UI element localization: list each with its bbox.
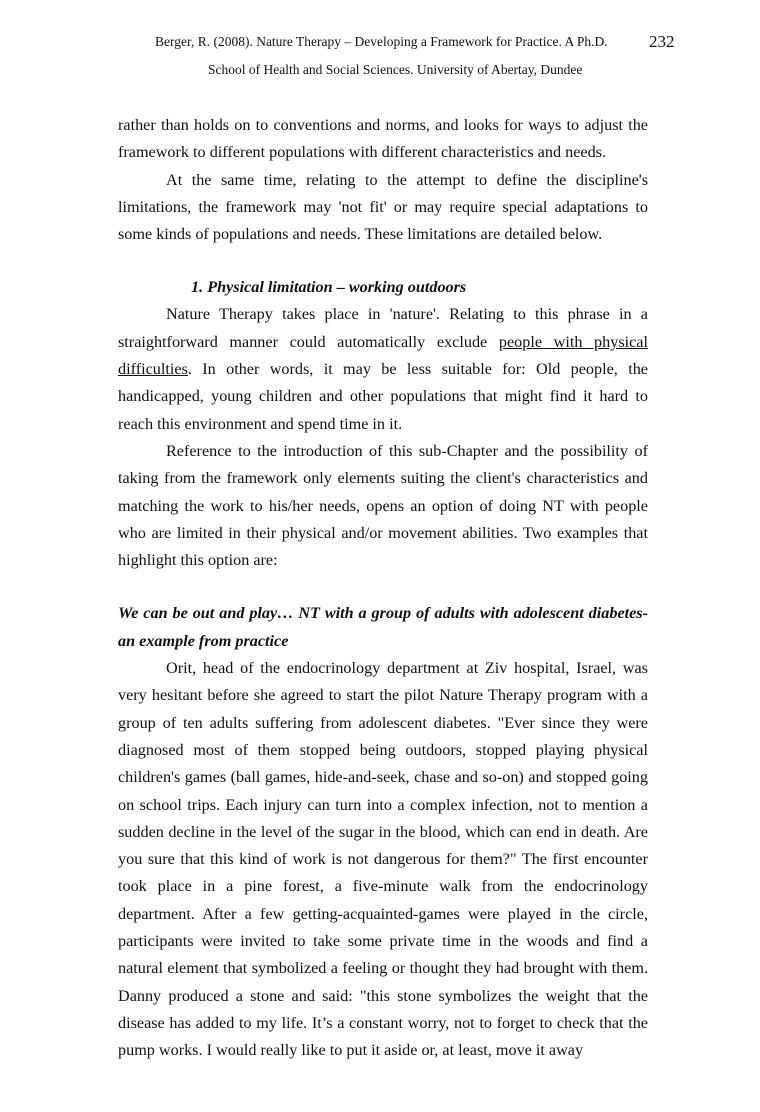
page-number: 232	[649, 32, 675, 51]
paragraph-physical-limitation	[118, 301, 648, 437]
paragraph-limitations-intro: At the same time, relating to the attempt to define the discipline's limitations, the framework may 'not fit' or may require special adaptations to some kinds of populations and needs. These limitations are detailed below.	[118, 170, 648, 244]
paragraph-continuation: rather than holds on to conventions and norms, and looks for ways to adjust the framework to different populations with different characteristics and needs.	[118, 116, 648, 162]
spacer	[118, 574, 648, 600]
document-body	[118, 112, 648, 1065]
paragraph-text: . In other words, it may be less suitable for: Old people, the handicapped, young children and other populations that might find it hard to reach this environment and spend time in it.	[118, 360, 648, 433]
spacer	[118, 248, 648, 274]
citation-line-1: Berger, R. (2008). Nature Therapy – Developing a Framework for Practice. A Ph.D.	[155, 34, 608, 49]
underlined-phrase: people with physical difficulties	[118, 332, 648, 379]
paragraph-example: Orit, head of the endocrinology department at Ziv hospital, Israel, was very hesitant before she agreed to start the pilot Nature Therapy program with a group of ten adults suffering from adolescent diabetes. "Ever since they were diagnosed most of them stopped being outdoors, stopped playing physical children's games (ball games, hide-and-seek, chase and so-on) and stopped going on school trips. Each injury can turn into a complex infection, not to mention a sudden decline in the level of the sugar in the blood, which can end in death. Are you sure that this kind of work is not dangerous for them?" The first encounter took place in a pine forest, a five-minute walk from the endocrinology department. After a few getting-acquainted-games were played in the circle, participants were invited to take some private time in the woods and find a natural element that symbolized a feeling or thought they had brought with them. Danny produced a stone and said: "this stone symbolizes the weight that the disease has added to my life. It’s a constant worry, not to forget to check that the pump works. I would really like to put it aside or, at least, move it away	[118, 659, 648, 1060]
section-heading: 1. Physical limitation – working outdoors	[191, 278, 467, 297]
citation-line-2: School of Health and Social Sciences. University of Abertay, Dundee	[208, 62, 583, 77]
paragraph-text: Nature Therapy takes place in 'nature'. Relating to this phrase in a straightforward manner could automatically exclude	[118, 305, 648, 351]
paragraph-reference: Reference to the introduction of this sub-Chapter and the possibility of taking from the framework only elements suiting the client's characteristics and matching the work to his/her needs, opens an option of doing NT with people who are limited in their physical and/or movement abilities. Two examples that highlight this option are:	[118, 441, 648, 570]
example-title: We can be out and play… NT with a group of adults with adolescent diabetes- an example from practice	[118, 604, 648, 650]
